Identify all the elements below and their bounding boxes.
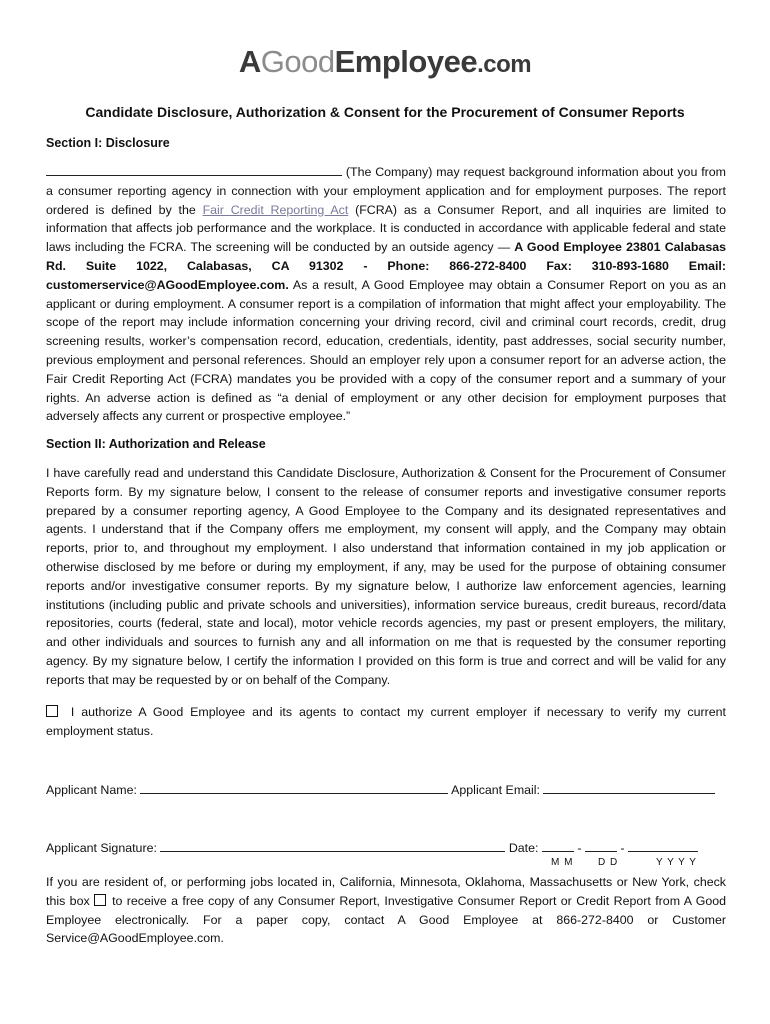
date-year-field[interactable] xyxy=(628,839,698,852)
authorize-statement xyxy=(46,703,726,741)
state-notice-text-1: If you are resident of, or performing jobs located in, California, Minnesota, Oklahoma, Massachusetts or New York, check this box xyxy=(46,875,726,908)
disclosure-text-2: (FCRA) as a Consumer Report, and all inquiries are limited to information that affects job performance and the workplace. It is conducted in accordance with applicable federal and state laws including the FCRA. The screening will be conducted by an outside agency — xyxy=(46,202,726,255)
logo-good: Good xyxy=(260,44,335,79)
date-day-field[interactable] xyxy=(585,839,617,852)
logo-employee: Employee xyxy=(334,44,478,79)
applicant-email-field[interactable] xyxy=(543,781,715,794)
applicant-name-label: Applicant Name: xyxy=(46,783,137,797)
name-email-row xyxy=(46,781,715,797)
logo-com: .com xyxy=(477,51,532,78)
authorize-checkbox[interactable] xyxy=(46,705,58,717)
date-separator: - xyxy=(577,841,582,855)
disclosure-text-3: As a result, A Good Employee may obtain a Consumer Report on you as an applicant or during employment. A consumer report is a compilation of information that might affect your employability. The scope of the report may include information concerning your driving record, civil and criminal court records, credit, drug screening results, worker’s compensation record, education, credentials, identity, past addresses, social security number, previous employment and personal references. Should an employer rely upon a consumer report for an adverse action, the Fair Credit Reporting Act (FCRA) mandates you be provided with a copy of the consumer report and a summary of your rights. An adverse action is defined as “a denial of employment or any other decision for employment purposes that adversely affects any current or prospective employee.” xyxy=(46,277,726,424)
date-label: Date: xyxy=(508,841,539,855)
date-month-hint: M M xyxy=(551,857,574,868)
applicant-signature-field[interactable] xyxy=(160,839,505,852)
applicant-name-field[interactable] xyxy=(140,781,448,794)
date-day-hint: D D xyxy=(598,857,619,868)
company-name-blank[interactable] xyxy=(46,163,342,176)
date-year-hint: Y Y Y Y xyxy=(656,857,697,868)
company-logo xyxy=(0,44,770,83)
form-title: Candidate Disclosure, Authorization & Consent for the Procurement of Consumer Reports xyxy=(85,104,685,120)
section-2-heading: Section II: Authorization and Release xyxy=(46,437,266,451)
section-1-heading: Section I: Disclosure xyxy=(46,136,170,150)
signature-date-row xyxy=(46,839,698,855)
applicant-email-label: Applicant Email: xyxy=(451,783,540,797)
disclosure-text-1: (The Company) may request background information about you from a consumer reporting agency in connection with your employment application and for employment purposes. The report ordered is defined by the xyxy=(46,165,726,217)
section-1-text xyxy=(46,163,726,426)
date-separator: - xyxy=(620,841,625,855)
authorize-text: I authorize A Good Employee and its agents to contact my current employer if necessary to verify my current employment status. xyxy=(46,705,726,738)
free-copy-checkbox[interactable] xyxy=(94,894,106,906)
section-2-text: I have carefully read and understand this Candidate Disclosure, Authorization & Consent for the Procurement of Consumer Reports form. By my signature below, I consent to the release of consumer reports and investigative consumer reports prepared by a consumer reporting agency, A Good Employee to the Company and its designated representatives and agents. I understand that if the Company offers me employment, my consent will apply, and the Company may obtain reports, prior to, and throughout my employment. I also understand that information contained in my job application or otherwise disclosed by me before or during my employment, if any, may be used for the purpose of obtaining consumer reports and/or investigative consumer reports. By my signature below, I authorize law enforcement agencies, learning institutions (including public and private schools and universities), information service bureaus, credit bureaus, record/data repositories, courts (federal, state and local), motor vehicle records agencies, my past or present employers, the military, and other individuals and sources to furnish any and all information on me that is requested by the consumer reporting agency. By my signature below, I certify the information I provided on this form is true and correct and will be valid for any reports that may be requested by or on behalf of the Company. xyxy=(46,466,726,687)
applicant-signature-label: Applicant Signature: xyxy=(46,841,157,855)
date-month-field[interactable] xyxy=(542,839,574,852)
fcra-link[interactable]: Fair Credit Reporting Act xyxy=(202,202,349,217)
logo-a: A xyxy=(238,44,261,79)
state-notice xyxy=(46,873,726,948)
state-notice-text-2: to receive a free copy of any Consumer Report, Investigative Consumer Report or Credit Report from A Good Employee electronically. For a paper copy, contact A Good Employee at 866-272-8400 or Customer Service@AGoodEmployee.com. xyxy=(46,893,727,946)
agency-contact: A Good Employee 23801 Calabasas Rd. Suite 1022, Calabasas, CA 91302 - Phone: 866-272-8400 Fax: 310-893-1680 Email: customerservice@AGoodEmployee.com. xyxy=(46,240,726,292)
